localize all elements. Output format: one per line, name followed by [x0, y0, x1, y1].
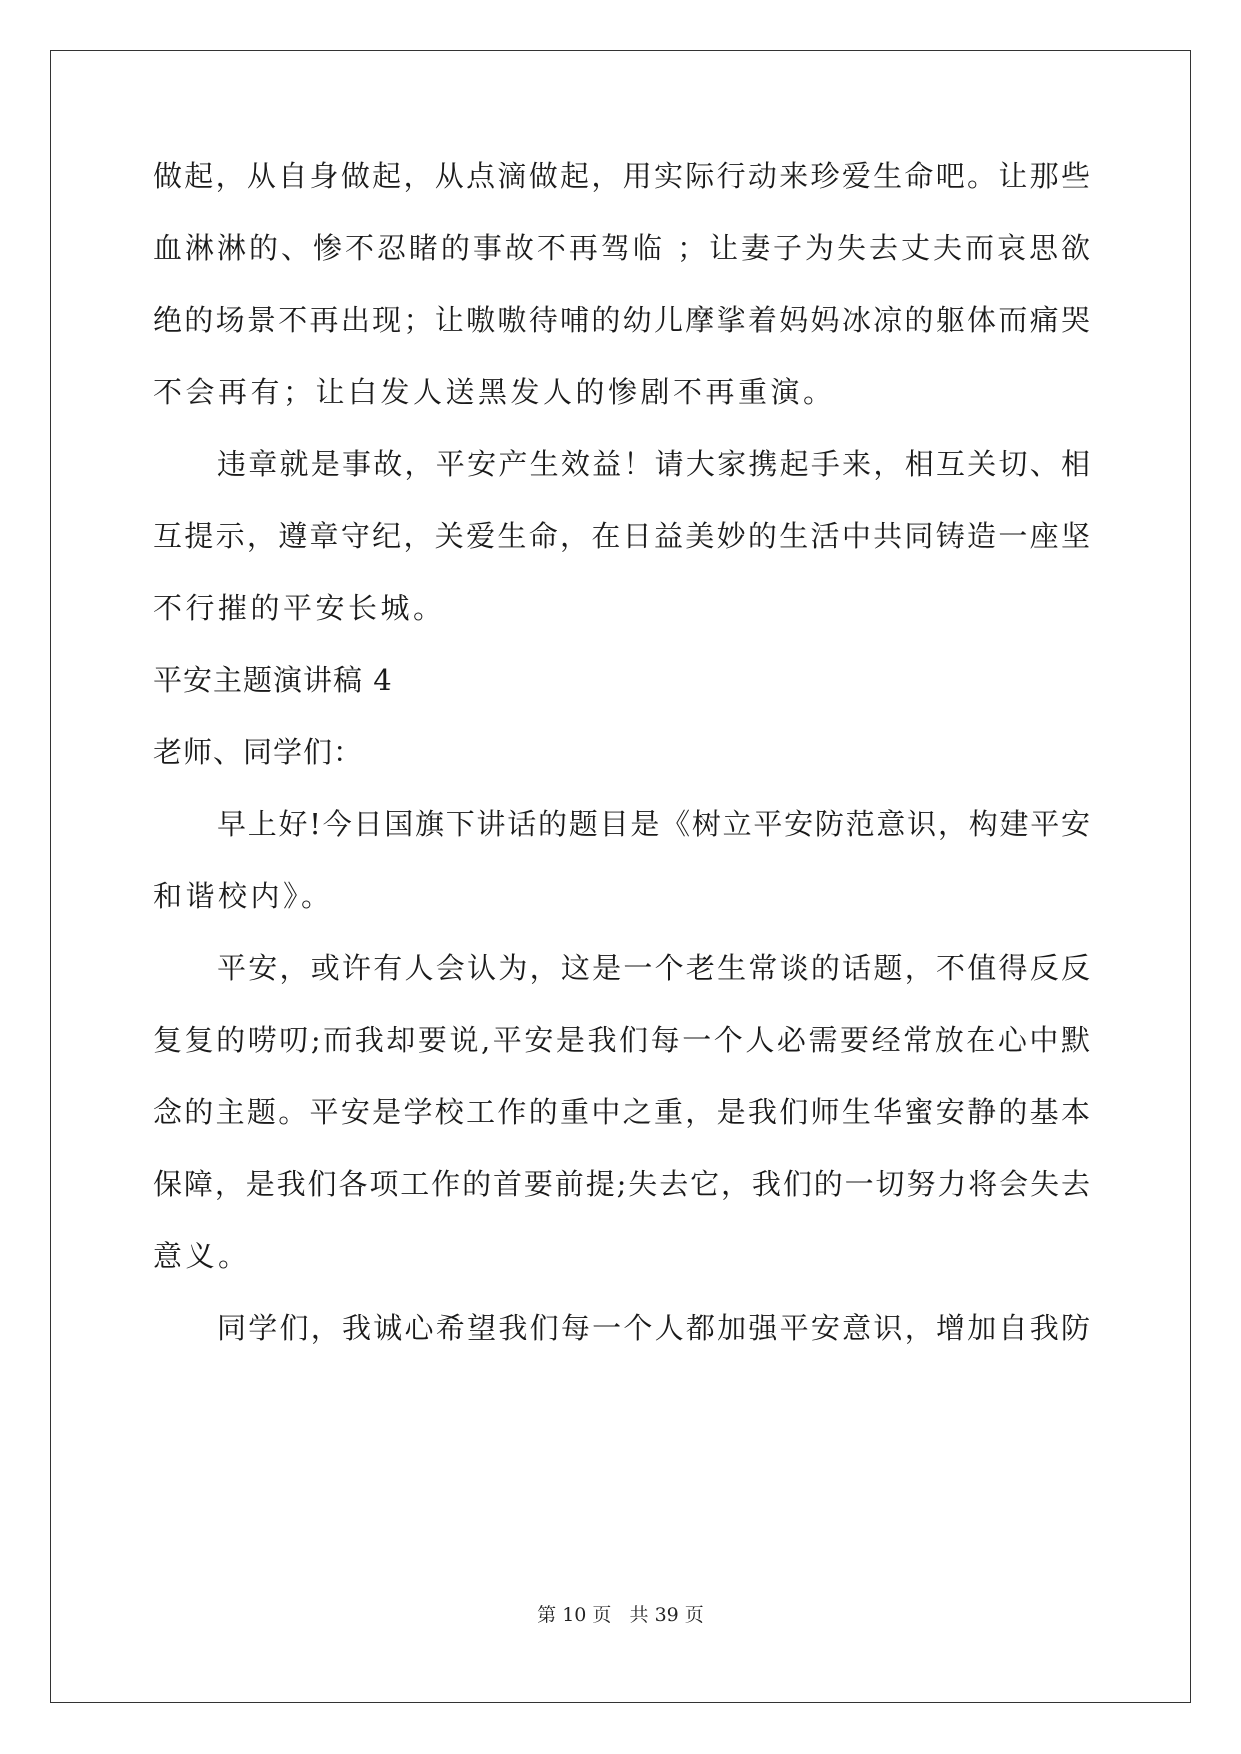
page-footer: [0, 1602, 1241, 1628]
paragraph-first-line: 同学们，我诚心希望我们每一个人都加强平安意识，增加自我防: [217, 1311, 1090, 1345]
page-number-label: 第 10 页 共 39 页: [537, 1604, 704, 1626]
paragraph-first-line: 平安，或许有人会认为，这是一个老生常谈的话题，不值得反反: [217, 951, 1090, 985]
text-line: 绝的场景不再出现；让嗷嗷待哺的幼儿摩挲着妈妈冰凉的躯体而痛哭: [153, 303, 1090, 337]
salutation: 老师、同学们：: [153, 735, 364, 769]
text-line: 血淋淋的、惨不忍睹的事故不再驾临 ；让妻子为失去丈夫而哀思欲: [153, 231, 1090, 265]
text-line: 复复的唠叨;而我却要说,平安是我们每一个人必需要经常放在心中默: [153, 1023, 1090, 1057]
text-line: 意义。: [153, 1239, 251, 1273]
text-line: 不行摧的平安长城。: [153, 591, 446, 625]
paragraph-first-line: 违章就是事故，平安产生效益！请大家携起手来，相互关切、相: [217, 447, 1090, 481]
section-heading: 平安主题演讲稿 4: [153, 663, 393, 697]
text-line: 做起，从自身做起，从点滴做起，用实际行动来珍爱生命吧。让那些: [153, 159, 1090, 193]
text-line: 保障，是我们各项工作的首要前提;失去它，我们的一切努力将会失去: [153, 1167, 1090, 1201]
text-line: 互提示，遵章守纪，关爱生命，在日益美妙的生活中共同铸造一座坚: [153, 519, 1090, 553]
text-line: 念的主题。平安是学校工作的重中之重，是我们师生华蜜安静的基本: [153, 1095, 1090, 1129]
paragraph-first-line: 早上好!今日国旗下讲话的题目是《树立平安防范意识，构建平安: [217, 807, 1090, 841]
text-line: 不会再有；让白发人送黑发人的惨剧不再重演。: [153, 375, 836, 409]
text-line: 和谐校内》。: [153, 879, 334, 913]
